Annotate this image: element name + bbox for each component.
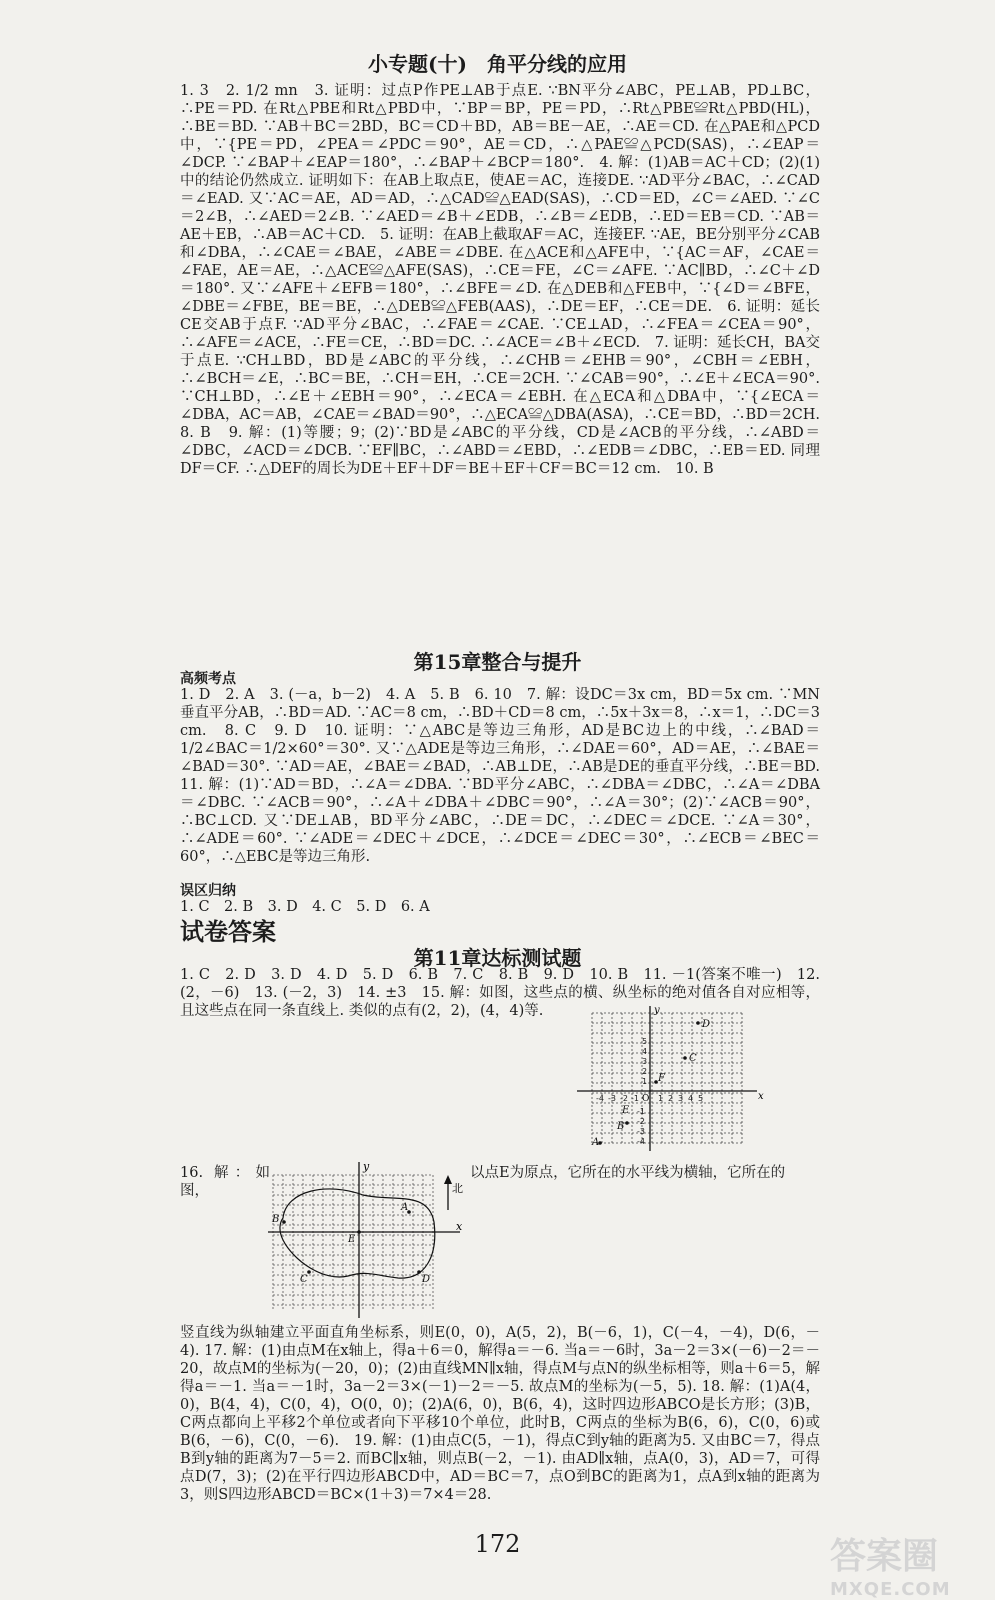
- label-high-frequency: 高频考点: [180, 671, 236, 687]
- x-tick: 3: [678, 1094, 684, 1103]
- x-tick: 4: [688, 1094, 694, 1103]
- origin-label: O: [642, 1094, 650, 1104]
- y-tick: 3: [642, 1057, 648, 1066]
- q16-continued: 以点E为原点，它所在的水平线为横轴，它所在的: [470, 1165, 786, 1181]
- point-b-label: B: [272, 1214, 280, 1225]
- point-d-label: D: [422, 1274, 431, 1285]
- label-common-errors: 误区归纳: [180, 883, 236, 899]
- north-arrow-head-icon: [444, 1175, 452, 1184]
- point-d-marker: [696, 1021, 700, 1025]
- point-e-label: E: [622, 1105, 630, 1116]
- y-tick: 5: [642, 1037, 648, 1046]
- y-tick: -4: [637, 1137, 645, 1146]
- watermark-line-2: MXQE.COM: [830, 1579, 951, 1600]
- coordinate-figure-15: [572, 1003, 772, 1153]
- point-c-marker: [683, 1056, 687, 1060]
- point-c-marker: [307, 1270, 311, 1274]
- y-tick: -3: [637, 1127, 645, 1136]
- section-title-chapter-15: 第15章整合与提升: [413, 650, 582, 674]
- y-tick: 4: [642, 1047, 648, 1056]
- x-tick: 1: [658, 1094, 664, 1103]
- x-tick: -3: [608, 1094, 616, 1103]
- point-e-label: E: [348, 1234, 356, 1245]
- watermark-line-1: 答案圈: [830, 1536, 939, 1577]
- x-tick: 2: [668, 1094, 674, 1103]
- x-axis-label: x: [758, 1091, 764, 1102]
- point-a-label: A: [401, 1202, 409, 1213]
- chapter-11-answers: 1. C 2. D 3. D 4. D 5. D 6. B 7. C 8. B 9. D 10. B 11. －1(答案不唯一) 12. (2，－6) 13. (－2，3) 14. ±3 15. 解：如图，这些点的横、纵坐标的绝对值各自对应相等，且这些点在同一条直线上. 类似的点有(2，2)，(4，4)等.: [180, 967, 820, 1019]
- section-1-answers: 1. 3 2. 1/2 mn 3. 证明：过点P作PE⊥AB于点E. ∵BN平分∠ABC，PE⊥AB，PD⊥BC，∴PE＝PD. 在Rt△PBE和Rt△PBD中，∵BP＝BP，PE＝PD，∴Rt△PBE≌Rt△PBD(HL)，∴BE＝BD. ∵AB＋BC＝2BD，BC＝CD＋BD，AB＝BE－AE，∴AE＝CD. 在△PAE和△PCD中，∵{PE＝PD，∠PEA＝∠PDC＝90°，AE＝CD，∴△PAE≌△PCD(SAS)，∴∠EAP＝∠DCP. ∵∠BAP＋∠EAP＝180°，∴∠BAP＋∠BCP＝180°. 4. 解：(1)AB＝AC＋CD；(2)(1)中的结论仍然成立. 证明如下：在AB上取点E，使AE＝AC，连接DE. ∵AD平分∠BAC，∴∠CAD＝∠EAD. 又∵AC＝AE，AD＝AD，∴△CAD≌△EAD(SAS)，∴CD＝ED，∠C＝∠AED. ∵∠C＝2∠B，∴∠AED＝2∠B. ∵∠AED＝∠B＋∠EDB，∴∠B＝∠EDB，∴ED＝EB＝CD. ∵AB＝AE＋EB，∴AB＝AC＋CD. 5. 证明：在AB上截取AF＝AC，连接EF. ∵AE，BE分别平分∠CAB和∠DBA，∴∠CAE＝∠BAE，∠ABE＝∠DBE. 在△ACE和△AFE中，∵{AC＝AF，∠CAE＝∠FAE，AE＝AE，∴△ACE≌△AFE(SAS)，∴CE＝FE，∠C＝∠AFE. ∵AC∥BD，∴∠C＋∠D＝180°. 又∵∠AFE＋∠EFB＝180°，∴∠BFE＝∠D. 在△DEB和△FEB中，∵{∠D＝∠BFE，∠DBE＝∠FBE，BE＝BE，∴△DEB≌△FEB(AAS)，∴DE＝EF，∴CE＝DE. 6. 证明：延长CE交AB于点F. ∵AD平分∠BAC，∴∠FAE＝∠CAE. ∵CE⊥AD，∴∠FEA＝∠CEA＝90°，∴∠AFE＝∠ACE，∴FE＝CE，∴BD＝DC. ∴∠ACE＝∠B＋∠ECD. 7. 证明：延长CH，BA交于点E. ∵CH⊥BD，BD是∠ABC的平分线，∴∠CHB＝∠EHB＝90°，∠CBH＝∠EBH，∴∠BCH＝∠E，∴BC＝BE，∴CH＝EH，∴CE＝2CH. ∵∠CAB＝90°，∴∠E＋∠ECA＝90°. ∵CH⊥BD，∴∠E＋∠EBH＝90°，∴∠ECA＝∠EBH. 在△ECA和△DBA中，∵{∠ECA＝∠DBA，AC＝AB，∠CAE＝∠BAD＝90°，∴△ECA≌△DBA(ASA)，∴CE＝BD，∴BD＝2CH. 8. B 9. 解：(1)等腰；9；(2)∵BD是∠ABC的平分线，CD是∠ACB的平分线，∴∠ABD＝∠DBC，∠ACD＝∠DCB. ∵EF∥BC，∴∠ABD＝∠EBD，∴∠EDB＝∠DBC，∴EB＝ED. 同理DF＝CF. ∴△DEF的周长为DE＋EF＋DF＝BE＋EF＋CF＝BC＝12 cm. 10. B: [180, 83, 835, 477]
- y-axis-label: y: [363, 1160, 370, 1173]
- x-tick: -4: [596, 1094, 604, 1103]
- coordinate-figure-16: [268, 1160, 468, 1320]
- x-tick: -1: [631, 1094, 639, 1103]
- questions-17-19-answers: 竖直线为纵轴建立平面直角坐标系，则E(0，0)，A(5，2)，B(－6，1)，C(－4，－4)，D(6，－4). 17. 解：(1)由点M在x轴上，得a＋6＝0，解得a＝－6. 当a＝－6时，3a－2＝3×(－6)－2＝－20，故点M的坐标为(－20，0)；(2)由直线MN∥x轴，得点M与点N的纵坐标相等，则a＋6＝5，解得a＝－1. 当a＝－1时，3a－2＝3×(－1)－2＝－5. 故点M的坐标为(－5，5). 18. 解：(1)A(4，0)，B(4，4)，C(0，4)，O(0，0)；(2)A(6，0)，B(6，4)，这时四边形ABCO是长方形；(3)B，C两点都向上平移2个单位或者向下平移10个单位，此时B，C两点的坐标为B(6，6)，C(0，6)或B(6，－6)，C(0，－6). 19. 解：(1)由点C(5，－1)，得点C到y轴的距离为5. 又由BC＝7，得点B到y轴的距离为7－5＝2. 而BC∥x轴，则点B(－2，－1). 由AD∥x轴，点A(0，3)，AD＝7，可得点D(7，3)；(2)在平行四边形ABCD中，AD＝BC＝7，点O到BC的距离为1，点A到x轴的距离为3，则S四边形ABCD＝BC×(1＋3)＝7×4＝28.: [180, 1325, 820, 1503]
- point-d-label: D: [702, 1019, 711, 1030]
- section-title-angle-bisector: 小专题(十) 角平分线的应用: [368, 52, 627, 76]
- y-axis-label: y: [654, 1005, 660, 1016]
- exam-answers-heading: 试卷答案: [180, 918, 276, 946]
- watermark-logo: [830, 1528, 951, 1600]
- section-title-chapter-11-test: 第11章达标测试题: [413, 946, 582, 970]
- point-b-label: B: [617, 1121, 625, 1132]
- section-2-answers: 1. D 2. A 3. (－a，b－2) 4. A 5. B 6. 10 7. 解：设DC＝3x cm，BD＝5x cm. ∵MN垂直平分AB，∴BD＝AD. ∵AC＝8 cm，∴BD＋CD＝8 cm，∴5x＋3x＝8，∴x＝1，∴DC＝3 cm. 8. C 9. D 10. 证明：∵△ABC是等边三角形，AD是BC边上的中线，∴∠BAD＝1/2∠BAC＝1/2×60°＝30°. 又∵△ADE是等边三角形，∴∠DAE＝60°，AD＝AE，∴∠BAE＝∠BAD＝30°. ∵AD＝AE，∠BAE＝∠BAD，∴AB⊥DE，∴AB是DE的垂直平分线，∴BE＝BD. 11. 解：(1)∵AD＝BD，∴∠A＝∠DBA. ∵BD平分∠ABC，∴∠DBA＝∠DBC，∴∠A＝∠DBA＝∠DBC. ∵∠ACB＝90°，∴∠A＋∠DBA＋∠DBC＝90°，∴∠A＝30°；(2)∵∠ACB＝90°，∴BC⊥CD. 又∵DE⊥AB，BD平分∠ABC，∴DE＝DC，∴∠DEC＝∠DCE. ∵∠A＝30°，∴∠ADE＝60°. ∵∠ADE＝∠DEC＋∠DCE，∴∠DCE＝∠DEC＝30°，∴∠ECB＝∠BEC＝60°，∴△EBC是等边三角形.: [180, 687, 835, 865]
- north-label: 北: [452, 1182, 463, 1195]
- point-c-label: C: [300, 1274, 308, 1285]
- point-c-label: C: [689, 1053, 697, 1064]
- point-f-label: F: [658, 1073, 665, 1084]
- x-tick: 5: [698, 1094, 704, 1103]
- common-errors-answers: 1. C 2. B 3. D 4. C 5. D 6. A: [180, 899, 430, 915]
- y-tick: 1: [642, 1077, 648, 1086]
- y-tick: 2: [642, 1067, 648, 1076]
- x-axis-label: x: [456, 1220, 463, 1233]
- point-d-marker: [417, 1270, 421, 1274]
- y-tick: -1: [637, 1107, 645, 1116]
- page-number: 172: [474, 1530, 521, 1558]
- y-tick: -2: [637, 1117, 645, 1126]
- point-e-marker: [357, 1230, 361, 1234]
- point-a-label: A: [592, 1137, 600, 1148]
- point-b-marker: [625, 1121, 629, 1125]
- q16-intro: 16. 解：如图，: [180, 1165, 270, 1199]
- x-tick: -2: [620, 1094, 628, 1103]
- point-b-marker: [282, 1220, 286, 1224]
